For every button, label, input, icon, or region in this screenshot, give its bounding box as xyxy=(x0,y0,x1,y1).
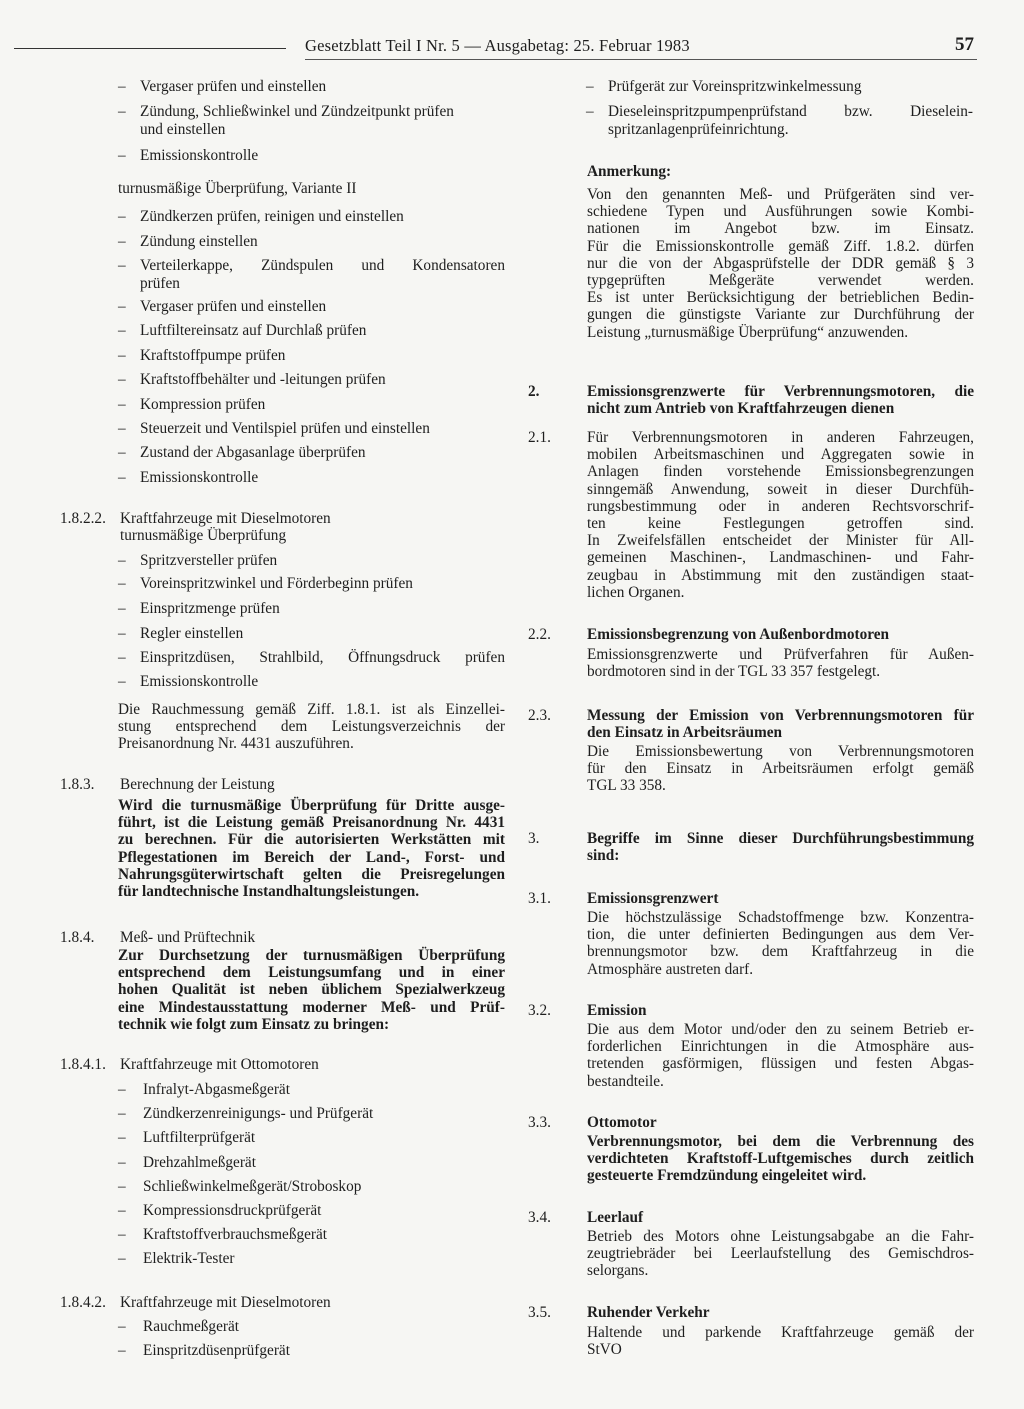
paragraph-line: Nahrungsgüterwirtschaft gelten die Preisregelungen xyxy=(118,865,505,883)
list-item: Elektrik-Tester xyxy=(143,1250,235,1267)
section-number: 2.2. xyxy=(528,626,551,643)
section-title: Emission xyxy=(587,1002,647,1019)
paragraph-line: mobilen Arbeitsmaschinen und Aggregaten sowie in xyxy=(587,446,974,464)
list-dash: – xyxy=(118,78,126,95)
paragraph-line: selorgans. xyxy=(587,1262,649,1280)
list-item: Einspritzdüsen, Strahlbild, Öffnungsdruck prüfen xyxy=(140,649,505,666)
list-dash: – xyxy=(118,208,126,225)
list-dash: – xyxy=(118,552,126,569)
paragraph-line: tion, die unter definierten Bedingungen aus dem Ver- xyxy=(587,926,974,944)
list-item: Emissionskontrolle xyxy=(140,147,259,164)
list-dash: – xyxy=(118,1318,126,1335)
paragraph-line: für den Einsatz in Arbeitsräumen erfolgt gemäß xyxy=(587,760,974,778)
section-number: 3.2. xyxy=(528,1002,551,1019)
note-line: Von den genannten Meß- und Prüfgeräten sind ver- xyxy=(587,186,974,203)
list-dash: – xyxy=(118,257,126,274)
header-rule xyxy=(14,48,286,49)
list-item-continuation: und einstellen xyxy=(140,121,226,138)
paragraph-line: hohen Qualität ist neben üblichem Spezialwerkzeug xyxy=(118,981,505,999)
list-dash: – xyxy=(118,625,126,642)
list-item-continuation: spritzanlagenprüfeinrichtung. xyxy=(608,121,789,138)
list-dash: – xyxy=(118,420,126,437)
page-header xyxy=(0,30,1024,60)
section-title-line: nicht zum Antrieb von Kraftfahrzeugen dienen xyxy=(587,400,895,417)
paragraph-line: verdichteten Kraftstoff-Luftgemisches durch zeitlich xyxy=(587,1150,974,1168)
paragraph-line: entsprechend dem Leistungsumfang und in einer xyxy=(118,964,505,982)
list-item: Dieseleinspritzpumpenprüfstand bzw. Dieselein- xyxy=(608,103,973,120)
paragraph-line: Die aus dem Motor und/oder den zu seinem Betrieb er- xyxy=(587,1021,974,1038)
paragraph-line: Preisanordnung Nr. 4431 auszuführen. xyxy=(118,735,354,752)
paragraph-line: bordmotoren sind in der TGL 33 357 festgelegt. xyxy=(587,663,881,681)
list-item: Emissionskontrolle xyxy=(140,469,259,486)
paragraph-line: bestandteile. xyxy=(587,1072,664,1090)
list-item: Einspritzmenge prüfen xyxy=(140,600,280,617)
paragraph-line: TGL 33 358. xyxy=(587,777,666,795)
list-item: Rauchmeßgerät xyxy=(143,1318,239,1335)
section-title: Emissionsgrenzwert xyxy=(587,890,719,907)
paragraph-line: führt, ist die Leistung gemäß Preisanordnung Nr. 4431 xyxy=(118,814,505,832)
paragraph-line: Anlagen finden vorstehende Emissionsbegrenzungen xyxy=(587,463,974,481)
paragraph-line: für landtechnische Instandhaltungsleistungen. xyxy=(118,883,420,900)
paragraph-line: Verbrennungsmotor, bei dem die Verbrennung des xyxy=(587,1133,974,1150)
list-item: Prüfgerät zur Voreinspritzwinkelmessung xyxy=(608,78,862,95)
list-item: Emissionskontrolle xyxy=(140,673,259,690)
section-title: Ottomotor xyxy=(587,1114,657,1131)
list-dash: – xyxy=(118,649,126,666)
list-item: Zustand der Abgasanlage überprüfen xyxy=(140,444,366,461)
note-line: gungen die günstigste Variante zur Durchführung der xyxy=(587,306,974,324)
paragraph-line: StVO xyxy=(587,1341,622,1359)
note-line: schiedene Typen und Ausführungen sowie Kombi- xyxy=(587,203,974,221)
section-number: 3. xyxy=(528,830,540,847)
list-dash: – xyxy=(118,575,126,592)
list-item: Kraftstoffbehälter und -leitungen prüfen xyxy=(140,371,386,388)
section-number: 1.8.4. xyxy=(60,929,95,946)
paragraph-line: lichen Organen. xyxy=(587,583,685,601)
paragraph-line: Zur Durchsetzung der turnusmäßigen Überprüfung xyxy=(118,947,505,964)
paragraph-line: gesteuerte Fremdzündung eingeleitet wird. xyxy=(587,1167,867,1185)
list-dash: – xyxy=(118,1342,126,1359)
list-dash: – xyxy=(586,78,594,95)
paragraph-line: tretenden gasförmigen, flüssigen und festen Abgas- xyxy=(587,1055,974,1073)
paragraph-line: Die Rauchmessung gemäß Ziff. 1.8.1. ist als Einzellei- xyxy=(118,701,505,718)
list-dash: – xyxy=(118,322,126,339)
section-number: 2.1. xyxy=(528,429,551,446)
section-title: Kraftfahrzeuge mit Dieselmotoren xyxy=(120,510,331,527)
list-dash: – xyxy=(118,673,126,690)
list-item: Vergaser prüfen und einstellen xyxy=(140,78,327,95)
section-title: Meß- und Prüftechnik xyxy=(120,929,256,946)
section-number: 2.3. xyxy=(528,707,551,724)
section-number: 1.8.4.1. xyxy=(60,1056,106,1073)
note-line: Es ist unter Berücksichtigung der betrieblichen Bedin- xyxy=(587,289,974,307)
list-item: Schließwinkelmeßgerät/Stroboskop xyxy=(143,1178,362,1195)
note-line: nur die von der Abgasprüfstelle der DDR gemäß § 3 xyxy=(587,254,974,272)
list-dash: – xyxy=(118,1202,126,1219)
list-dash: – xyxy=(118,600,126,617)
paragraph-line: zeugtriebräder bei Leerlaufstellung des Gemischdros- xyxy=(587,1245,974,1263)
list-item: Zündkerzen prüfen, reinigen und einstellen xyxy=(140,208,404,225)
paragraph-line: Emissionsgrenzwerte und Prüfverfahren für Außen- xyxy=(587,646,974,663)
list-item: Drehzahlmeßgerät xyxy=(143,1154,256,1171)
paragraph-line: Haltende und parkende Kraftfahrzeuge gemäß der xyxy=(587,1324,974,1341)
paragraph-line: ten keine Festlegungen getroffen sind. xyxy=(587,515,974,532)
paragraph-line: Atmosphäre austreten darf. xyxy=(587,960,754,978)
list-item: Regler einstellen xyxy=(140,625,244,642)
list-dash: – xyxy=(118,444,126,461)
header-title: Gesetzblatt Teil I Nr. 5 — Ausgabetag: 25. Februar 1983 xyxy=(305,36,690,55)
paragraph-line: brennungsmotor bzw. dem Kraftfahrzeug in die xyxy=(587,943,974,961)
list-item: Luftfilterprüfgerät xyxy=(143,1129,256,1146)
list-dash: – xyxy=(118,1250,126,1267)
section-number: 1.8.3. xyxy=(60,776,95,793)
note-line: typgeprüften Meßgeräte verwendet werden. xyxy=(587,272,974,289)
list-dash: – xyxy=(118,1154,126,1171)
paragraph-line: sinngemäß Anwendung, soweit in dieser Durchfüh- xyxy=(587,480,974,498)
list-dash: – xyxy=(118,103,126,120)
paragraph-line: In Zweifelsfällen entscheidet der Minister für All- xyxy=(587,532,974,550)
list-dash: – xyxy=(118,396,126,413)
section-title: Berechnung der Leistung xyxy=(120,776,275,793)
list-item: Kraftstoffpumpe prüfen xyxy=(140,347,286,364)
section-number: 1.8.2.2. xyxy=(60,510,106,527)
header-underline xyxy=(305,59,977,60)
paragraph-line: zu berechnen. Für die autorisierten Werkstätten mit xyxy=(118,831,505,849)
paragraph-line: Betrieb des Motors ohne Leistungsabgabe an die Fahr- xyxy=(587,1228,974,1245)
list-item: Kompression prüfen xyxy=(140,396,266,413)
paragraph-line: zeugbau in Abstimmung mit den zuständigen staat- xyxy=(587,566,974,584)
list-item: Steuerzeit und Ventilspiel prüfen und einstellen xyxy=(140,420,430,437)
list-item: Luftfiltereinsatz auf Durchlaß prüfen xyxy=(140,322,367,339)
section-title: Emissionsbegrenzung von Außenbordmotoren xyxy=(587,626,890,643)
note-line: Für die Emissionskontrolle gemäß Ziff. 1.8.2. dürfen xyxy=(587,237,974,255)
section-title: Kraftfahrzeuge mit Ottomotoren xyxy=(120,1056,319,1073)
section-number: 3.1. xyxy=(528,890,551,907)
list-dash: – xyxy=(118,147,126,164)
list-item: Zündung, Schließwinkel und Zündzeitpunkt prüfen xyxy=(140,103,454,120)
paragraph-line: Pflegestationen im Bereich der Land-, Forst- und xyxy=(118,848,505,866)
list-item: Zündung einstellen xyxy=(140,233,258,250)
paragraph-line: eine Mindestausstattung moderner Meß- und Prüf- xyxy=(118,998,505,1016)
paragraph-line: technik wie folgt zum Einsatz zu bringen: xyxy=(118,1015,390,1033)
list-dash: – xyxy=(118,371,126,388)
section-title-line: den Einsatz in Arbeitsräumen xyxy=(587,724,783,741)
paragraph-line: Wird die turnusmäßige Überprüfung für Dritte ausge- xyxy=(118,797,505,814)
list-dash: – xyxy=(118,1129,126,1146)
section-number: 1.8.4.2. xyxy=(60,1294,106,1311)
section-number: 3.5. xyxy=(528,1304,551,1321)
section-title-line: Begriffe im Sinne dieser Durchführungsbestimmung xyxy=(587,830,974,847)
page-number: 57 xyxy=(955,34,974,55)
subheading: turnusmäßige Überprüfung, Variante II xyxy=(118,180,357,197)
section-title-line: Messung der Emission von Verbrennungsmotoren für xyxy=(587,707,974,724)
list-item: Spritzversteller prüfen xyxy=(140,552,278,569)
section-number: 2. xyxy=(528,383,540,400)
section-subtitle: turnusmäßige Überprüfung xyxy=(120,527,287,544)
list-dash: – xyxy=(118,1178,126,1195)
list-dash: – xyxy=(118,469,126,486)
paragraph-line: Die höchstzulässige Schadstoffmenge bzw. Konzentra- xyxy=(587,909,974,926)
list-item: Voreinspritzwinkel und Förderbeginn prüfen xyxy=(140,575,413,592)
paragraph-line: Für Verbrennungsmotoren in anderen Fahrzeugen, xyxy=(587,429,974,446)
list-item: Kompressionsdruckprüfgerät xyxy=(143,1202,322,1219)
section-title: Kraftfahrzeuge mit Dieselmotoren xyxy=(120,1294,331,1311)
list-dash: – xyxy=(118,233,126,250)
list-dash: – xyxy=(586,103,594,120)
list-dash: – xyxy=(118,347,126,364)
paragraph-line: gemeinen Maschinen-, Landmaschinen- und Fahr- xyxy=(587,549,974,567)
note-title: Anmerkung: xyxy=(587,163,672,180)
list-item: Verteilerkappe, Zündspulen und Kondensatoren xyxy=(140,257,505,274)
paragraph-line: forderlichen Einrichtungen in die Atmosphäre aus- xyxy=(587,1038,974,1056)
paragraph-line: Die Emissionsbewertung von Verbrennungsmotoren xyxy=(587,743,974,760)
list-item-continuation: prüfen xyxy=(140,275,180,292)
list-dash: – xyxy=(118,298,126,315)
list-dash: – xyxy=(118,1226,126,1243)
list-item: Infralyt-Abgasmeßgerät xyxy=(143,1081,290,1098)
section-title-line: sind: xyxy=(587,847,620,864)
section-title: Ruhender Verkehr xyxy=(587,1304,710,1321)
note-line: nationen im Angebot bzw. im Einsatz. xyxy=(587,220,974,238)
section-number: 3.3. xyxy=(528,1114,551,1131)
section-title: Leerlauf xyxy=(587,1209,644,1226)
list-item: Zündkerzenreinigungs- und Prüfgerät xyxy=(143,1105,374,1122)
list-item: Einspritzdüsenprüfgerät xyxy=(143,1342,290,1359)
note-line: Leistung „turnusmäßige Überprüfung“ anzuwenden. xyxy=(587,323,909,341)
section-number: 3.4. xyxy=(528,1209,551,1226)
paragraph-line: rungsbestimmung oder in anderen Rechtsvorschrif- xyxy=(587,497,974,515)
list-item: Vergaser prüfen und einstellen xyxy=(140,298,327,315)
paragraph-line: stung entsprechend dem Leistungsverzeichnis der xyxy=(118,718,505,735)
list-dash: – xyxy=(118,1081,126,1098)
section-title-line: Emissionsgrenzwerte für Verbrennungsmotoren, die xyxy=(587,383,974,400)
list-item: Kraftstoffverbrauchsmeßgerät xyxy=(143,1226,328,1243)
list-dash: – xyxy=(118,1105,126,1122)
